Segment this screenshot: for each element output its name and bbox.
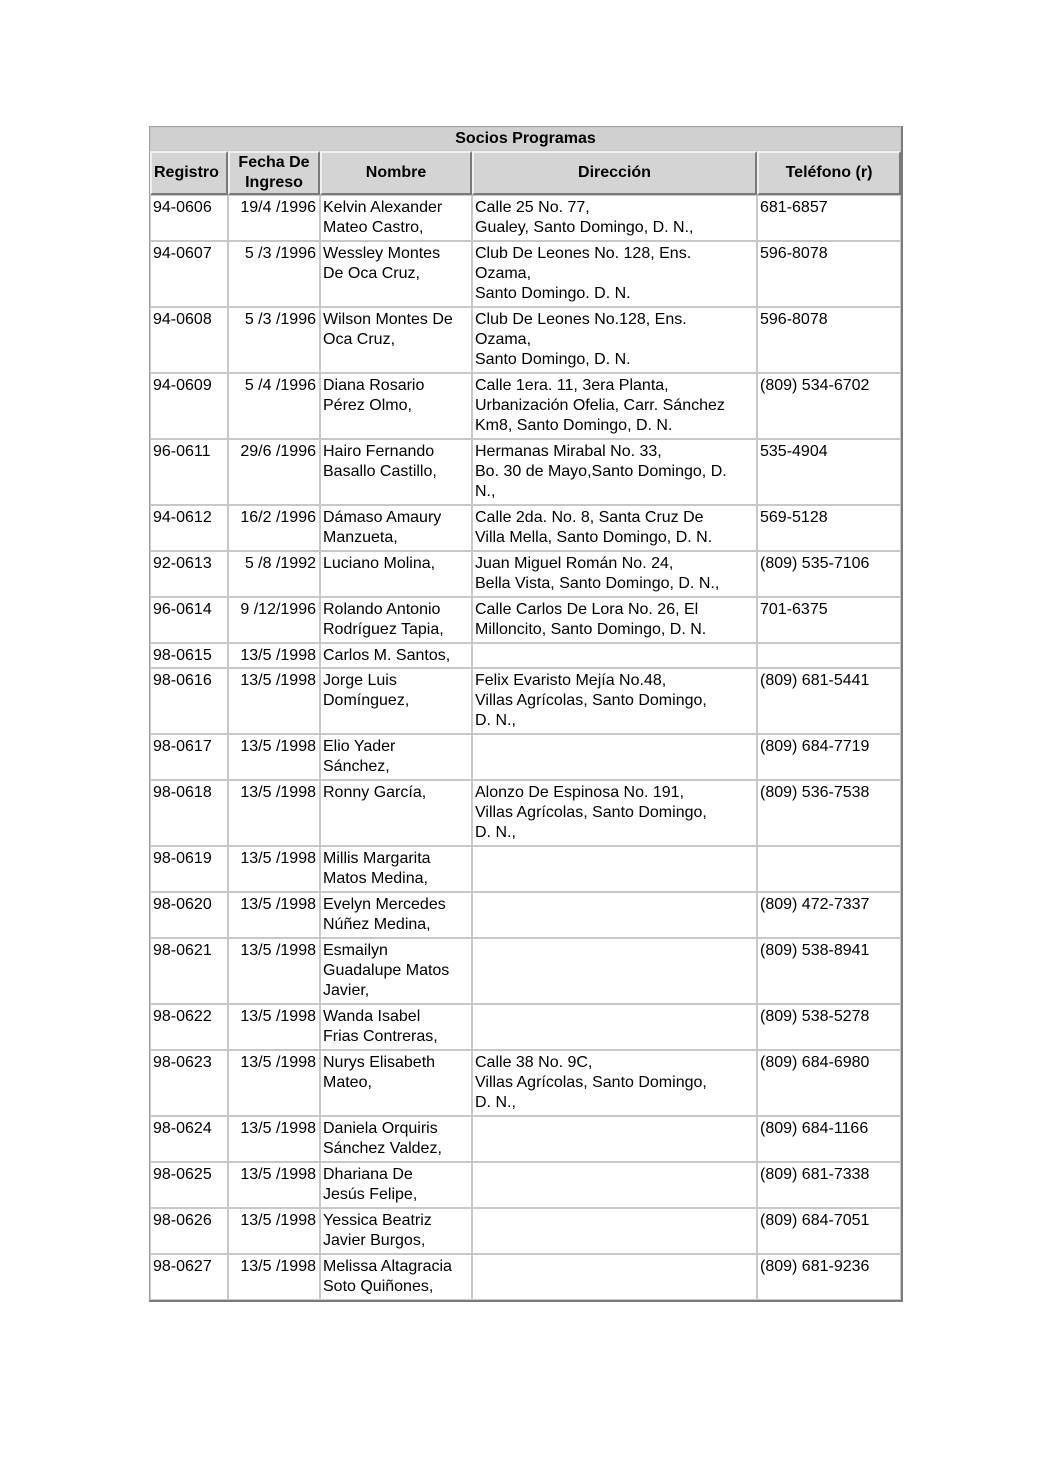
registro-cell: 98-0625 (150, 1162, 228, 1208)
nombre-cell: Nurys Elisabeth Mateo, (320, 1050, 472, 1116)
table-row (150, 1208, 901, 1254)
registro-cell: 98-0623 (150, 1050, 228, 1116)
nombre-cell: Wanda Isabel Frias Contreras, (320, 1004, 472, 1050)
telefono-cell: 596-8078 (757, 307, 901, 373)
fecha-cell: 13/5 /1998 (228, 1208, 320, 1254)
direccion-cell (472, 1254, 757, 1300)
telefono-cell (757, 846, 901, 892)
table-row (150, 551, 901, 597)
nombre-cell: Rolando Antonio Rodríguez Tapia, (320, 597, 472, 643)
telefono-cell: (809) 684-6980 (757, 1050, 901, 1116)
telefono-cell: (809) 681-9236 (757, 1254, 901, 1300)
table-row (150, 1116, 901, 1162)
registro-cell: 96-0611 (150, 439, 228, 505)
telefono-cell: 535-4904 (757, 439, 901, 505)
registro-cell: 98-0621 (150, 938, 228, 1004)
table-title: Socios Programas (150, 127, 901, 151)
telefono-cell: (809) 535-7106 (757, 551, 901, 597)
table-body (150, 195, 901, 1300)
direccion-cell (472, 892, 757, 938)
nombre-cell: Millis Margarita Matos Medina, (320, 846, 472, 892)
telefono-cell: 681-6857 (757, 195, 901, 241)
direccion-cell: Calle 38 No. 9C, Villas Agrícolas, Santo Domingo, D. N., (472, 1050, 757, 1116)
telefono-cell: (809) 681-7338 (757, 1162, 901, 1208)
table-row (150, 938, 901, 1004)
header-fecha: Fecha De Ingreso (228, 151, 320, 195)
header-nombre: Nombre (320, 151, 472, 195)
nombre-cell: Wilson Montes De Oca Cruz, (320, 307, 472, 373)
registro-cell: 98-0626 (150, 1208, 228, 1254)
registro-cell: 94-0612 (150, 505, 228, 551)
table-row (150, 892, 901, 938)
direccion-cell: Calle 2da. No. 8, Santa Cruz De Villa Mella, Santo Domingo, D. N. (472, 505, 757, 551)
nombre-cell: Wessley Montes De Oca Cruz, (320, 241, 472, 307)
nombre-cell: Esmailyn Guadalupe Matos Javier, (320, 938, 472, 1004)
table-row (150, 846, 901, 892)
fecha-cell: 13/5 /1998 (228, 780, 320, 846)
telefono-cell: (809) 684-1166 (757, 1116, 901, 1162)
header-direccion: Dirección (472, 151, 757, 195)
header-registro: Registro (150, 151, 228, 195)
fecha-cell: 13/5 /1998 (228, 938, 320, 1004)
fecha-cell: 29/6 /1996 (228, 439, 320, 505)
table-row (150, 780, 901, 846)
registro-cell: 94-0609 (150, 373, 228, 439)
direccion-cell: Felix Evaristo Mejía No.48, Villas Agrícolas, Santo Domingo, D. N., (472, 668, 757, 734)
nombre-cell: Carlos M. Santos, (320, 643, 472, 668)
direccion-cell (472, 643, 757, 668)
table-row (150, 1050, 901, 1116)
direccion-cell: Club De Leones No. 128, Ens. Ozama, Santo Domingo. D. N. (472, 241, 757, 307)
registro-cell: 98-0620 (150, 892, 228, 938)
members-table-container (149, 126, 900, 1302)
table-row (150, 373, 901, 439)
direccion-cell: Hermanas Mirabal No. 33, Bo. 30 de Mayo,Santo Domingo, D. N., (472, 439, 757, 505)
fecha-cell: 9 /12/1996 (228, 597, 320, 643)
nombre-cell: Luciano Molina, (320, 551, 472, 597)
fecha-cell: 13/5 /1998 (228, 1254, 320, 1300)
telefono-cell: (809) 681-5441 (757, 668, 901, 734)
direccion-cell: Club De Leones No.128, Ens. Ozama, Santo Domingo, D. N. (472, 307, 757, 373)
fecha-cell: 13/5 /1998 (228, 643, 320, 668)
fecha-cell: 13/5 /1998 (228, 846, 320, 892)
table-row (150, 241, 901, 307)
table-row (150, 307, 901, 373)
table-row (150, 195, 901, 241)
fecha-cell: 13/5 /1998 (228, 1162, 320, 1208)
table-row (150, 668, 901, 734)
registro-cell: 98-0624 (150, 1116, 228, 1162)
table-row (150, 1254, 901, 1300)
telefono-cell: 701-6375 (757, 597, 901, 643)
table-row (150, 1162, 901, 1208)
table-row (150, 439, 901, 505)
nombre-cell: Kelvin Alexander Mateo Castro, (320, 195, 472, 241)
telefono-cell: (809) 534-6702 (757, 373, 901, 439)
nombre-cell: Diana Rosario Pérez Olmo, (320, 373, 472, 439)
registro-cell: 98-0616 (150, 668, 228, 734)
table-row (150, 505, 901, 551)
direccion-cell (472, 1004, 757, 1050)
nombre-cell: Ronny García, (320, 780, 472, 846)
nombre-cell: Daniela Orquiris Sánchez Valdez, (320, 1116, 472, 1162)
direccion-cell: Calle Carlos De Lora No. 26, El Milloncito, Santo Domingo, D. N. (472, 597, 757, 643)
nombre-cell: Dhariana De Jesús Felipe, (320, 1162, 472, 1208)
registro-cell: 94-0606 (150, 195, 228, 241)
fecha-cell: 13/5 /1998 (228, 1116, 320, 1162)
nombre-cell: Yessica Beatriz Javier Burgos, (320, 1208, 472, 1254)
members-table (149, 126, 903, 1302)
nombre-cell: Dámaso Amaury Manzueta, (320, 505, 472, 551)
telefono-cell: (809) 472-7337 (757, 892, 901, 938)
registro-cell: 98-0627 (150, 1254, 228, 1300)
fecha-cell: 5 /8 /1992 (228, 551, 320, 597)
fecha-cell: 5 /4 /1996 (228, 373, 320, 439)
nombre-cell: Elio Yader Sánchez, (320, 734, 472, 780)
telefono-cell: (809) 538-8941 (757, 938, 901, 1004)
fecha-cell: 16/2 /1996 (228, 505, 320, 551)
fecha-cell: 13/5 /1998 (228, 892, 320, 938)
fecha-cell: 19/4 /1996 (228, 195, 320, 241)
fecha-cell: 13/5 /1998 (228, 1050, 320, 1116)
telefono-cell (757, 643, 901, 668)
registro-cell: 92-0613 (150, 551, 228, 597)
table-row (150, 643, 901, 668)
fecha-cell: 13/5 /1998 (228, 668, 320, 734)
telefono-cell: (809) 538-5278 (757, 1004, 901, 1050)
direccion-cell: Alonzo De Espinosa No. 191, Villas Agrícolas, Santo Domingo, D. N., (472, 780, 757, 846)
nombre-cell: Hairo Fernando Basallo Castillo, (320, 439, 472, 505)
direccion-cell (472, 938, 757, 1004)
registro-cell: 94-0608 (150, 307, 228, 373)
direccion-cell (472, 1116, 757, 1162)
fecha-cell: 13/5 /1998 (228, 734, 320, 780)
registro-cell: 98-0617 (150, 734, 228, 780)
fecha-cell: 13/5 /1998 (228, 1004, 320, 1050)
fecha-cell: 5 /3 /1996 (228, 307, 320, 373)
registro-cell: 98-0622 (150, 1004, 228, 1050)
registro-cell: 94-0607 (150, 241, 228, 307)
registro-cell: 96-0614 (150, 597, 228, 643)
registro-cell: 98-0618 (150, 780, 228, 846)
telefono-cell: (809) 536-7538 (757, 780, 901, 846)
header-telefono: Teléfono (r) (757, 151, 901, 195)
nombre-cell: Evelyn Mercedes Núñez Medina, (320, 892, 472, 938)
table-row (150, 597, 901, 643)
nombre-cell: Jorge Luis Domínguez, (320, 668, 472, 734)
registro-cell: 98-0619 (150, 846, 228, 892)
direccion-cell: Juan Miguel Román No. 24, Bella Vista, Santo Domingo, D. N., (472, 551, 757, 597)
direccion-cell (472, 1208, 757, 1254)
direccion-cell (472, 846, 757, 892)
table-row (150, 1004, 901, 1050)
direccion-cell (472, 1162, 757, 1208)
direccion-cell: Calle 1era. 11, 3era Planta, Urbanización Ofelia, Carr. Sánchez Km8, Santo Domingo, D. N. (472, 373, 757, 439)
fecha-cell: 5 /3 /1996 (228, 241, 320, 307)
telefono-cell: (809) 684-7051 (757, 1208, 901, 1254)
telefono-cell: 569-5128 (757, 505, 901, 551)
registro-cell: 98-0615 (150, 643, 228, 668)
telefono-cell: 596-8078 (757, 241, 901, 307)
direccion-cell: Calle 25 No. 77, Gualey, Santo Domingo, D. N., (472, 195, 757, 241)
telefono-cell: (809) 684-7719 (757, 734, 901, 780)
nombre-cell: Melissa Altagracia Soto Quiñones, (320, 1254, 472, 1300)
direccion-cell (472, 734, 757, 780)
table-row (150, 734, 901, 780)
